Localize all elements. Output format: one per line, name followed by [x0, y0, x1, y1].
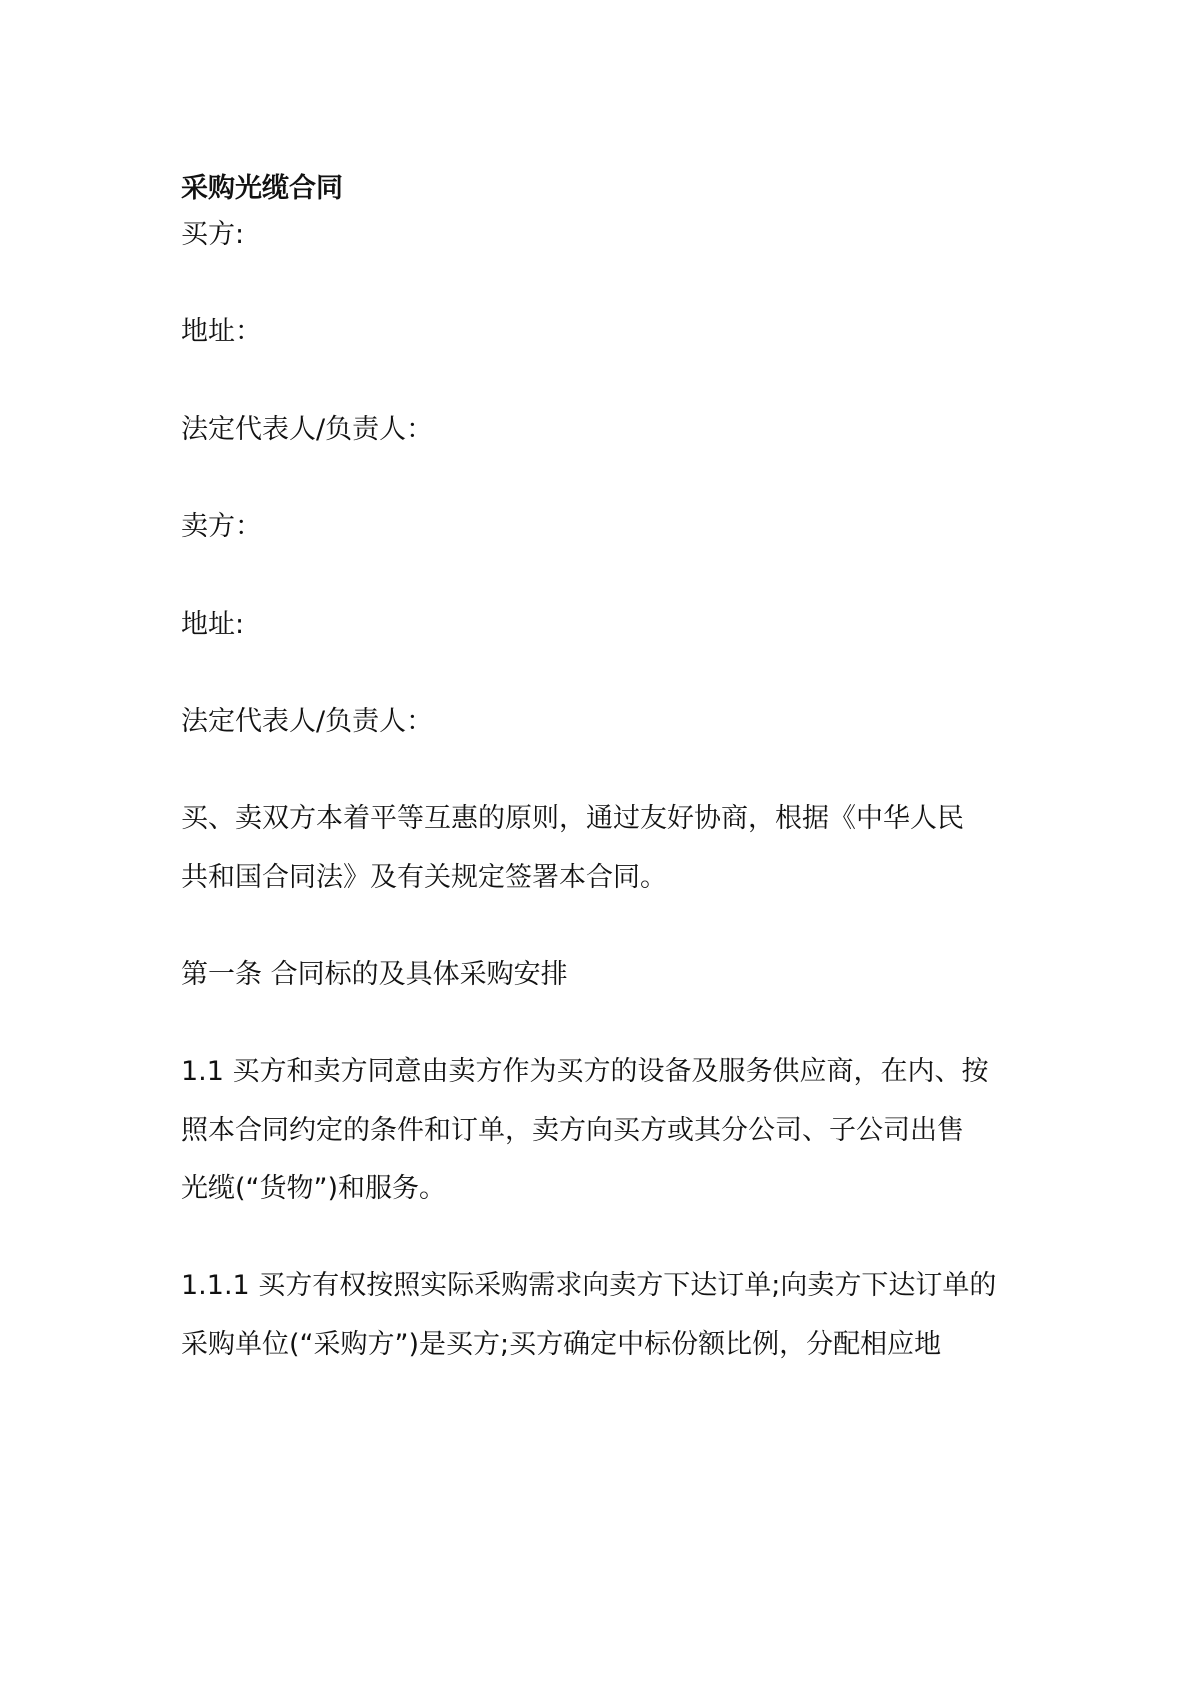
buyer-address-label: 地址：	[181, 316, 262, 347]
seller-address-label: 地址:	[181, 609, 245, 640]
buyer-label: 买方:	[181, 219, 245, 250]
clause-1-1-1-line-1: 1.1.1 买方有权按照实际采购需求向卖方下达订单;向卖方下达订单的	[181, 1270, 997, 1301]
preamble-line-1: 买、卖双方本着平等互惠的原则，通过友好协商，根据《中华人民	[181, 803, 964, 834]
buyer-representative-label: 法定代表人/负责人：	[181, 414, 434, 445]
seller-representative-label: 法定代表人/负责人：	[181, 706, 434, 737]
document-title: 采购光缆合同	[181, 173, 343, 204]
clause-1-1-line-2: 照本合同约定的条件和订单，卖方向买方或其分公司、子公司出售	[181, 1115, 964, 1146]
clause-1-1-1-line-2: 采购单位(“采购方”)是买方;买方确定中标份额比例，分配相应地	[181, 1329, 942, 1360]
clause-1-1-line-3: 光缆(“货物”)和服务。	[181, 1173, 447, 1204]
article-1-heading: 第一条 合同标的及具体采购安排	[181, 959, 568, 990]
seller-label: 卖方：	[181, 511, 262, 542]
clause-1-1-line-1: 1.1 买方和卖方同意由卖方作为买方的设备及服务供应商，在内、按	[181, 1056, 989, 1087]
preamble-line-2: 共和国合同法》及有关规定签署本合同。	[181, 862, 667, 893]
